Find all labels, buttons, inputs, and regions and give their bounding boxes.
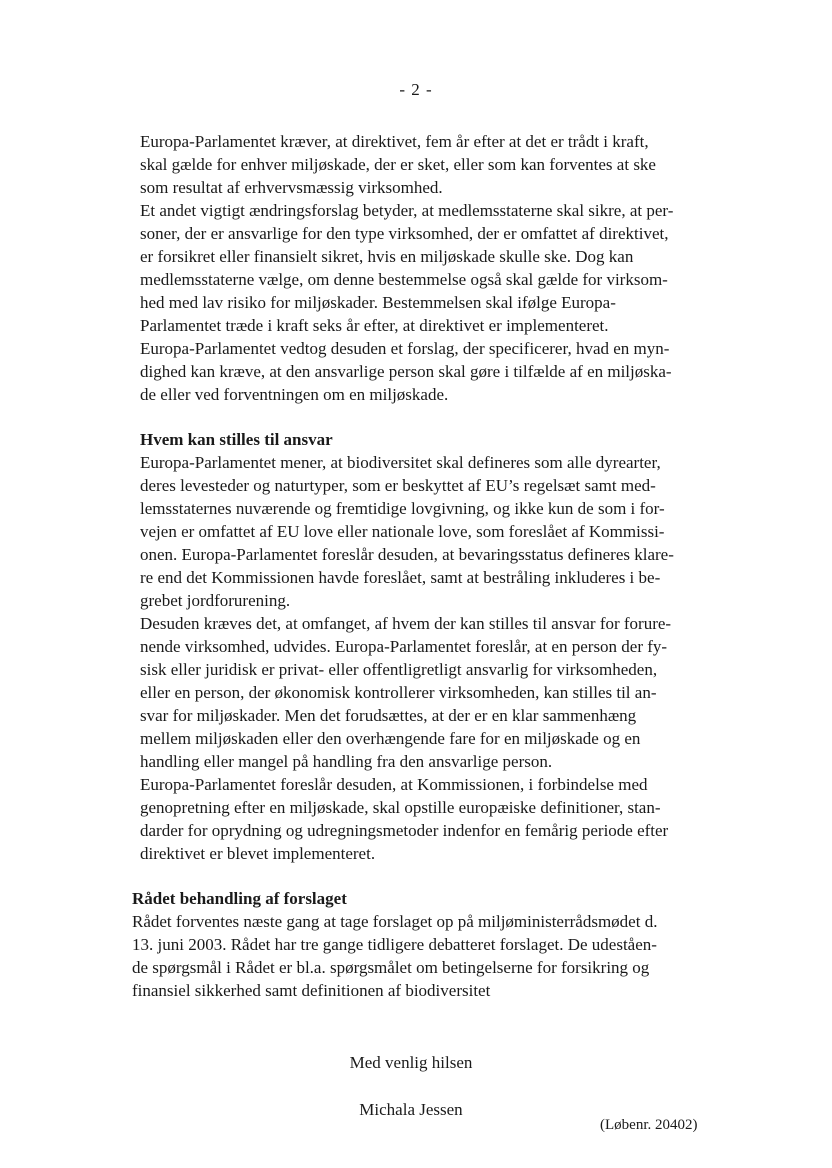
paragraph-line: soner, der er ansvarlige for den type virksomhed, der er omfattet af direktivet,: [140, 224, 669, 243]
paragraph-line: grebet jordforurening.: [140, 591, 291, 610]
section-heading: Rådet behandling af forslaget: [132, 889, 347, 908]
paragraph-line: Rådet forventes næste gang at tage forslaget op på miljøministerrådsmødet d.: [132, 912, 658, 931]
paragraph-line: mellem miljøskaden eller den overhængende fare for en miljøskade og en: [140, 729, 641, 748]
paragraph-line: svar for miljøskader. Men det forudsættes, at der er en klar sammenhæng: [140, 706, 637, 725]
paragraph-line: som resultat af erhvervsmæssig virksomhed.: [140, 178, 443, 197]
paragraph-line: dighed kan kræve, at den ansvarlige person skal gøre i tilfælde af en miljøska-: [140, 362, 672, 381]
paragraph-line: medlemsstaterne vælge, om denne bestemmelse også skal gælde for virksom-: [140, 270, 668, 289]
section-council: [132, 887, 730, 1002]
paragraph-line: er forsikret eller finansielt sikret, hvis en miljøskade skulle ske. Dog kan: [140, 247, 634, 266]
page-number: - 2 -: [399, 80, 433, 99]
paragraph-line: 13. juni 2003. Rådet har tre gange tidligere debatteret forslaget. De udeståen-: [132, 935, 657, 954]
document-body: [132, 130, 730, 1002]
closing-greeting: Med venlig hilsen: [349, 1053, 473, 1072]
paragraph-line: direktivet er blevet implementeret.: [140, 844, 376, 863]
signer-name: Michala Jessen: [359, 1100, 463, 1119]
paragraph-line: Parlamentet træde i kraft seks år efter, at direktivet er implementeret.: [140, 316, 609, 335]
paragraph-line: genopretning efter en miljøskade, skal opstille europæiske definitioner, stan-: [140, 798, 661, 817]
paragraph-line: finansiel sikkerhed samt definitionen af biodiversitet: [132, 981, 491, 1000]
paragraph-line: Et andet vigtigt ændringsforslag betyder, at medlemsstaterne skal sikre, at per-: [140, 201, 674, 220]
section-heading: Hvem kan stilles til ansvar: [140, 430, 333, 449]
paragraph-line: onen. Europa-Parlamentet foreslår desuden, at bevaringsstatus defineres klare-: [140, 545, 674, 564]
section-liability: [140, 428, 730, 865]
paragraph-line: Europa-Parlamentet vedtog desuden et forslag, der specificerer, hvad en myn-: [140, 339, 670, 358]
paragraph-line: hed med lav risiko for miljøskader. Bestemmelsen skal ifølge Europa-: [140, 293, 616, 312]
paragraph-line: Europa-Parlamentet mener, at biodiversitet skal defineres som alle dyrearter,: [140, 453, 661, 472]
paragraph-line: eller en person, der økonomisk kontrollerer virksomheden, kan stilles til an-: [140, 683, 657, 702]
section-intro: [140, 130, 730, 406]
paragraph-line: de spørgsmål i Rådet er bl.a. spørgsmålet om betingelserne for forsikring og: [132, 958, 650, 977]
paragraph-line: Europa-Parlamentet kræver, at direktivet, fem år efter at det er trådt i kraft,: [140, 132, 649, 151]
paragraph-line: sisk eller juridisk er privat- eller offentligretligt ansvarlig for virksomheden,: [140, 660, 658, 679]
paragraph-line: Desuden kræves det, at omfanget, af hvem der kan stilles til ansvar for forure-: [140, 614, 672, 633]
paragraph-line: handling eller mangel på handling fra den ansvarlige person.: [140, 752, 553, 771]
reference-number: (Løbenr. 20402): [600, 1117, 698, 1133]
paragraph-line: lemsstaternes nuværende og fremtidige lovgivning, og ikke kun de som i for-: [140, 499, 665, 518]
paragraph-line: deres levesteder og naturtyper, som er beskyttet af EU’s regelsæt samt med-: [140, 476, 656, 495]
paragraph-line: nende virksomhed, udvides. Europa-Parlamentet foreslår, at en person der fy-: [140, 637, 668, 656]
paragraph-line: de eller ved forventningen om en miljøskade.: [140, 385, 449, 404]
paragraph-line: skal gælde for enhver miljøskade, der er sket, eller som kan forventes at ske: [140, 155, 656, 174]
paragraph-line: Europa-Parlamentet foreslår desuden, at Kommissionen, i forbindelse med: [140, 775, 648, 794]
paragraph-line: vejen er omfattet af EU love eller nationale love, som foreslået af Kommissi-: [140, 522, 665, 541]
paragraph-line: re end det Kommissionen havde foreslået, samt at bestråling inkluderes i be-: [140, 568, 661, 587]
paragraph-line: darder for oprydning og udregningsmetoder indenfor en femårig periode efter: [140, 821, 669, 840]
